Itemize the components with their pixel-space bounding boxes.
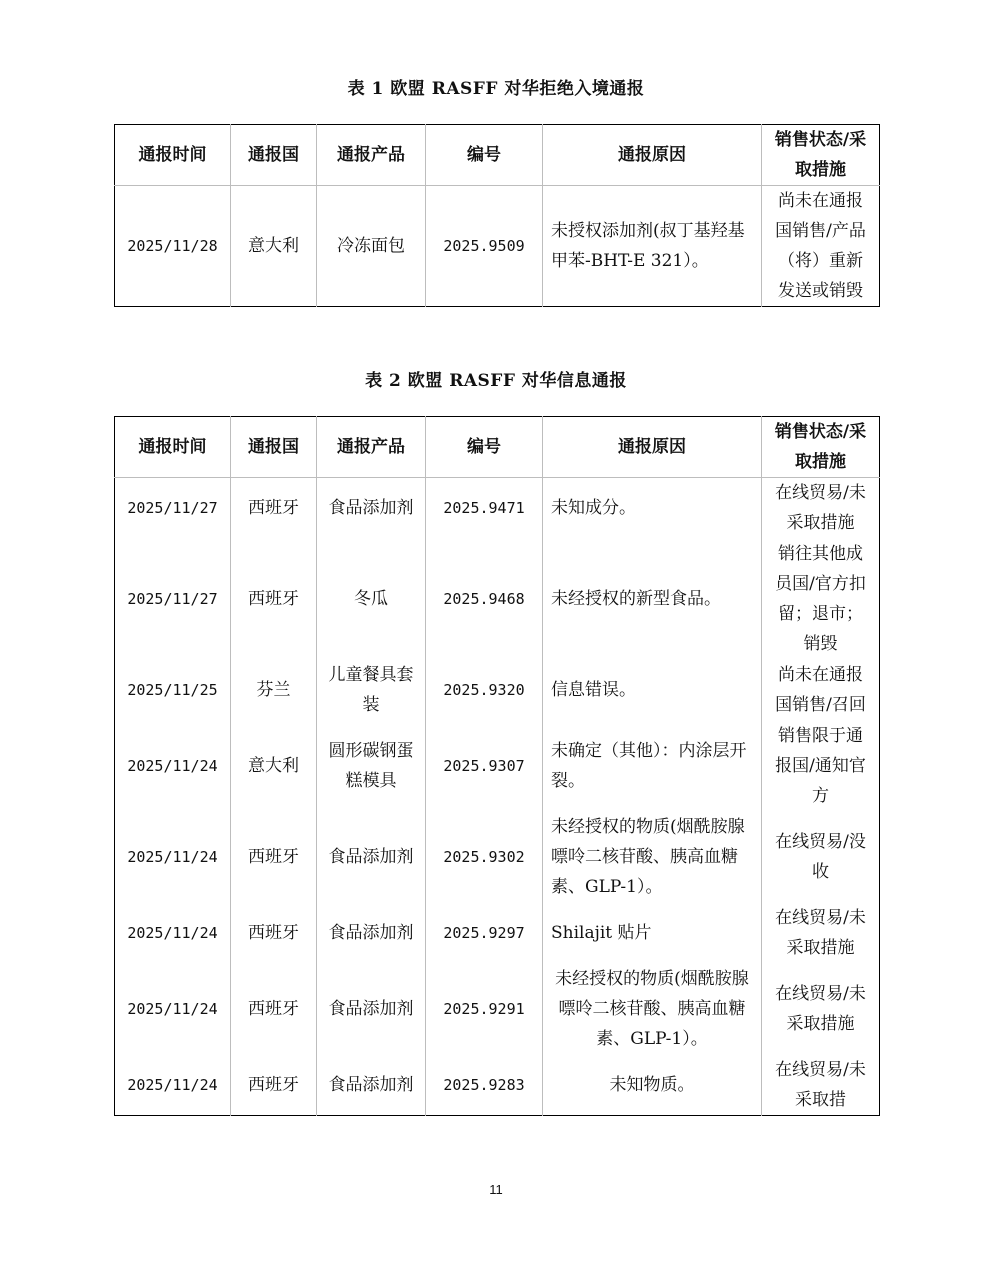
header-date: 通报时间 bbox=[115, 125, 231, 186]
cell-status: 销往其他成员国/官方扣留；退市；销毁 bbox=[762, 539, 880, 660]
cell-ref: 2025.9302 bbox=[426, 812, 543, 903]
cell-date: 2025/11/24 bbox=[115, 1055, 231, 1116]
table-row bbox=[115, 660, 880, 721]
cell-status: 在线贸易/未采取措施 bbox=[762, 478, 880, 539]
cell-date: 2025/11/25 bbox=[115, 660, 231, 721]
cell-reason: 未经授权的新型食品。 bbox=[543, 539, 762, 660]
cell-date: 2025/11/28 bbox=[115, 186, 231, 307]
cell-country: 西班牙 bbox=[231, 539, 317, 660]
cell-product: 儿童餐具套装 bbox=[317, 660, 426, 721]
cell-country: 西班牙 bbox=[231, 812, 317, 903]
cell-country: 意大利 bbox=[231, 186, 317, 307]
cell-product: 冬瓜 bbox=[317, 539, 426, 660]
table-row bbox=[115, 903, 880, 964]
table1-header-row bbox=[115, 125, 880, 186]
cell-product: 食品添加剂 bbox=[317, 964, 426, 1055]
table-row bbox=[115, 478, 880, 539]
cell-country: 西班牙 bbox=[231, 1055, 317, 1116]
cell-product: 食品添加剂 bbox=[317, 478, 426, 539]
header-date: 通报时间 bbox=[115, 417, 231, 478]
cell-product: 食品添加剂 bbox=[317, 903, 426, 964]
cell-ref: 2025.9291 bbox=[426, 964, 543, 1055]
header-country: 通报国 bbox=[231, 125, 317, 186]
cell-status: 尚未在通报国销售/召回 bbox=[762, 660, 880, 721]
cell-status: 在线贸易/没收 bbox=[762, 812, 880, 903]
cell-country: 西班牙 bbox=[231, 478, 317, 539]
header-ref: 编号 bbox=[426, 125, 543, 186]
cell-date: 2025/11/27 bbox=[115, 539, 231, 660]
cell-product: 食品添加剂 bbox=[317, 1055, 426, 1116]
header-product: 通报产品 bbox=[317, 125, 426, 186]
cell-reason: 未知成分。 bbox=[543, 478, 762, 539]
cell-product: 食品添加剂 bbox=[317, 812, 426, 903]
table1-caption: 表 1 欧盟 RASFF 对华拒绝入境通报 bbox=[347, 79, 645, 99]
table2-information bbox=[114, 416, 880, 1116]
cell-reason: 未知物质。 bbox=[543, 1055, 762, 1116]
cell-ref: 2025.9471 bbox=[426, 478, 543, 539]
cell-date: 2025/11/24 bbox=[115, 812, 231, 903]
table2-caption: 表 2 欧盟 RASFF 对华信息通报 bbox=[365, 371, 627, 391]
cell-country: 西班牙 bbox=[231, 903, 317, 964]
table-row bbox=[115, 964, 880, 1055]
cell-status: 尚未在通报国销售/产品（将）重新发送或销毁 bbox=[762, 186, 880, 307]
cell-product: 圆形碳钢蛋糕模具 bbox=[317, 721, 426, 812]
cell-ref: 2025.9307 bbox=[426, 721, 543, 812]
cell-ref: 2025.9509 bbox=[426, 186, 543, 307]
cell-country: 意大利 bbox=[231, 721, 317, 812]
cell-date: 2025/11/24 bbox=[115, 721, 231, 812]
cell-ref: 2025.9283 bbox=[426, 1055, 543, 1116]
cell-status: 在线贸易/未采取措施 bbox=[762, 903, 880, 964]
cell-status: 在线贸易/未采取措 bbox=[762, 1055, 880, 1116]
page-number: 11 bbox=[489, 1182, 503, 1197]
cell-reason: 未经授权的物质(烟酰胺腺嘌呤二核苷酸、胰高血糖素、GLP-1）。 bbox=[543, 964, 762, 1055]
table-row bbox=[115, 812, 880, 903]
cell-date: 2025/11/24 bbox=[115, 964, 231, 1055]
table1-rejections bbox=[114, 124, 880, 307]
table-row bbox=[115, 186, 880, 307]
cell-date: 2025/11/27 bbox=[115, 478, 231, 539]
cell-reason: 未确定（其他）：内涂层开裂。 bbox=[543, 721, 762, 812]
cell-country: 西班牙 bbox=[231, 964, 317, 1055]
cell-status: 销售限于通报国/通知官方 bbox=[762, 721, 880, 812]
cell-ref: 2025.9468 bbox=[426, 539, 543, 660]
header-ref: 编号 bbox=[426, 417, 543, 478]
cell-country: 芬兰 bbox=[231, 660, 317, 721]
cell-reason: Shilajit 贴片 bbox=[543, 903, 762, 964]
header-reason: 通报原因 bbox=[543, 125, 762, 186]
table-row bbox=[115, 721, 880, 812]
cell-status: 在线贸易/未采取措施 bbox=[762, 964, 880, 1055]
header-product: 通报产品 bbox=[317, 417, 426, 478]
cell-ref: 2025.9297 bbox=[426, 903, 543, 964]
table-row bbox=[115, 539, 880, 660]
cell-product: 冷冻面包 bbox=[317, 186, 426, 307]
cell-reason: 未授权添加剂(叔丁基羟基甲苯-BHT-E 321）。 bbox=[543, 186, 762, 307]
header-reason: 通报原因 bbox=[543, 417, 762, 478]
header-status: 销售状态/采取措施 bbox=[762, 125, 880, 186]
cell-ref: 2025.9320 bbox=[426, 660, 543, 721]
cell-reason: 未经授权的物质(烟酰胺腺嘌呤二核苷酸、胰高血糖素、GLP-1）。 bbox=[543, 812, 762, 903]
header-country: 通报国 bbox=[231, 417, 317, 478]
header-status: 销售状态/采取措施 bbox=[762, 417, 880, 478]
table-row bbox=[115, 1055, 880, 1116]
cell-reason: 信息错误。 bbox=[543, 660, 762, 721]
cell-date: 2025/11/24 bbox=[115, 903, 231, 964]
table2-header-row bbox=[115, 417, 880, 478]
